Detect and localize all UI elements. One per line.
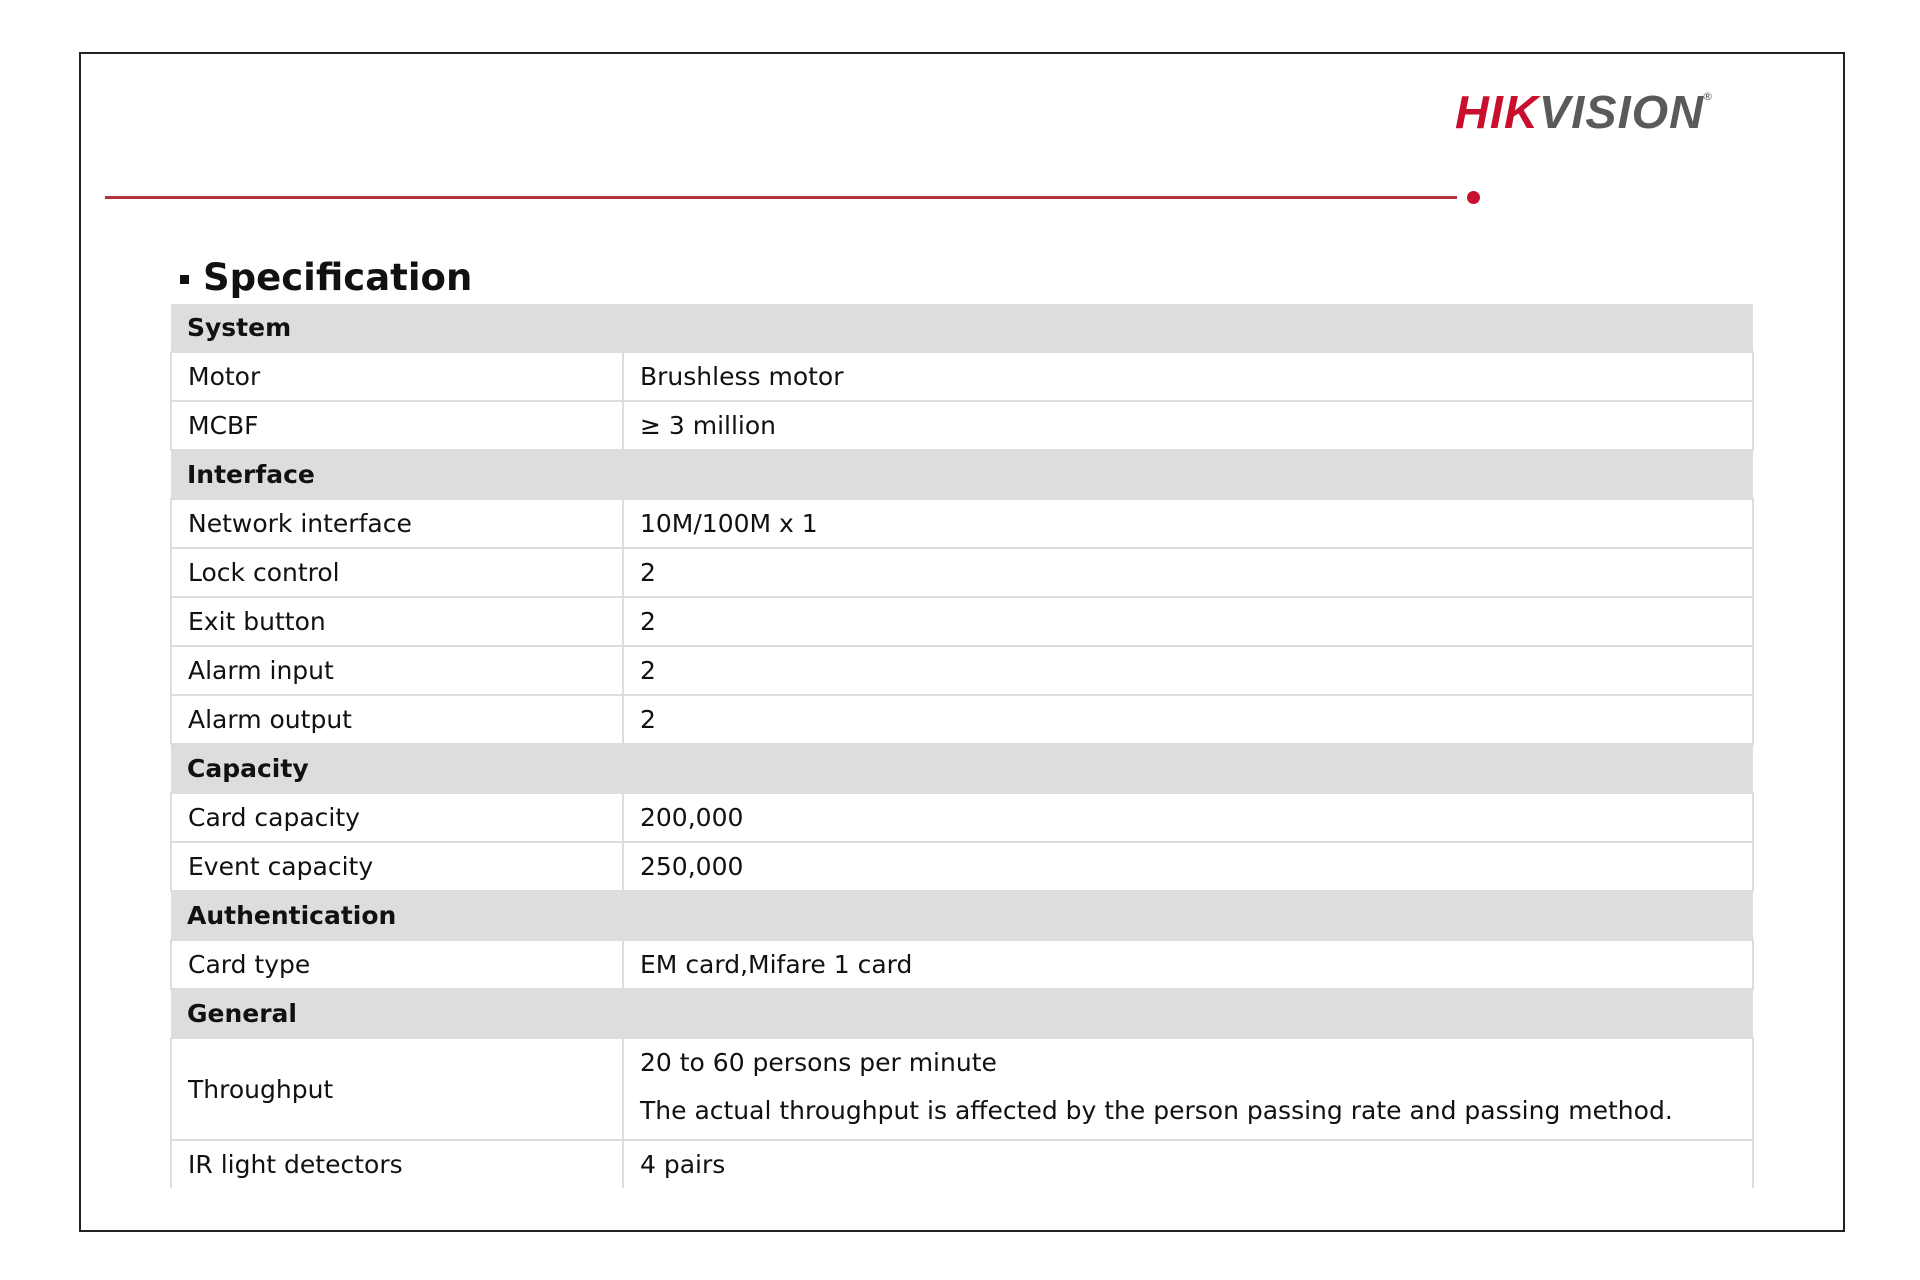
spec-label: Lock control — [171, 548, 623, 597]
spec-value: 10M/100M x 1 — [623, 499, 1753, 548]
logo-hik: HIK — [1455, 86, 1539, 138]
section-title-text: Specification — [203, 256, 473, 299]
spec-label: Motor — [171, 352, 623, 401]
spec-value: Brushless motor — [623, 352, 1753, 401]
spec-value-line-1: 20 to 60 persons per minute — [640, 1048, 997, 1077]
specification-table — [170, 304, 1754, 1188]
category-label: Authentication — [171, 891, 1753, 940]
spec-label: Event capacity — [171, 842, 623, 891]
spec-row-card-capacity — [171, 793, 1753, 842]
spec-row-mcbf — [171, 401, 1753, 450]
spec-row-card-type — [171, 940, 1753, 989]
logo-vision: VISION — [1538, 86, 1705, 138]
spec-row-lock-control — [171, 548, 1753, 597]
spec-label: Alarm input — [171, 646, 623, 695]
spec-label: IR light detectors — [171, 1140, 623, 1188]
category-row-interface — [171, 450, 1753, 499]
spec-row-alarm-output — [171, 695, 1753, 744]
spec-value: 2 — [623, 646, 1753, 695]
spec-label: Alarm output — [171, 695, 623, 744]
category-label: General — [171, 989, 1753, 1038]
spec-value: 2 — [623, 597, 1753, 646]
category-label: Interface — [171, 450, 1753, 499]
logo-wordmark — [1455, 82, 1704, 142]
spec-row-event-capacity — [171, 842, 1753, 891]
spec-value: ≥ 3 million — [623, 401, 1753, 450]
spec-row-network-interface — [171, 499, 1753, 548]
category-row-general — [171, 989, 1753, 1038]
divider-dot — [1467, 191, 1480, 204]
spec-value: 2 — [623, 548, 1753, 597]
spec-value: 4 pairs — [623, 1140, 1753, 1188]
registered-mark: ® — [1702, 90, 1714, 103]
spec-value: 200,000 — [623, 793, 1753, 842]
section-heading — [180, 254, 472, 302]
category-label: Capacity — [171, 744, 1753, 793]
spec-label: Card capacity — [171, 793, 623, 842]
spec-row-alarm-input — [171, 646, 1753, 695]
spec-label: Exit button — [171, 597, 623, 646]
category-label: System — [171, 304, 1753, 352]
spec-row-throughput — [171, 1038, 1753, 1140]
spec-value: 2 — [623, 695, 1753, 744]
spec-label: MCBF — [171, 401, 623, 450]
spec-value-line-2: The actual throughput is affected by the person passing rate and passing method. — [640, 1096, 1673, 1125]
spec-label: Throughput — [171, 1038, 623, 1140]
spec-label: Card type — [171, 940, 623, 989]
spec-row-ir-light-detectors — [171, 1140, 1753, 1188]
spec-row-motor — [171, 352, 1753, 401]
category-row-authentication — [171, 891, 1753, 940]
spec-label: Network interface — [171, 499, 623, 548]
spec-row-exit-button — [171, 597, 1753, 646]
category-row-capacity — [171, 744, 1753, 793]
spec-value — [623, 1038, 1753, 1140]
category-row-system — [171, 304, 1753, 352]
header-divider-line — [105, 196, 1457, 199]
square-bullet-icon — [180, 275, 189, 284]
spec-value: 250,000 — [623, 842, 1753, 891]
hikvision-logo — [1455, 82, 1714, 142]
spec-value: EM card,Mifare 1 card — [623, 940, 1753, 989]
